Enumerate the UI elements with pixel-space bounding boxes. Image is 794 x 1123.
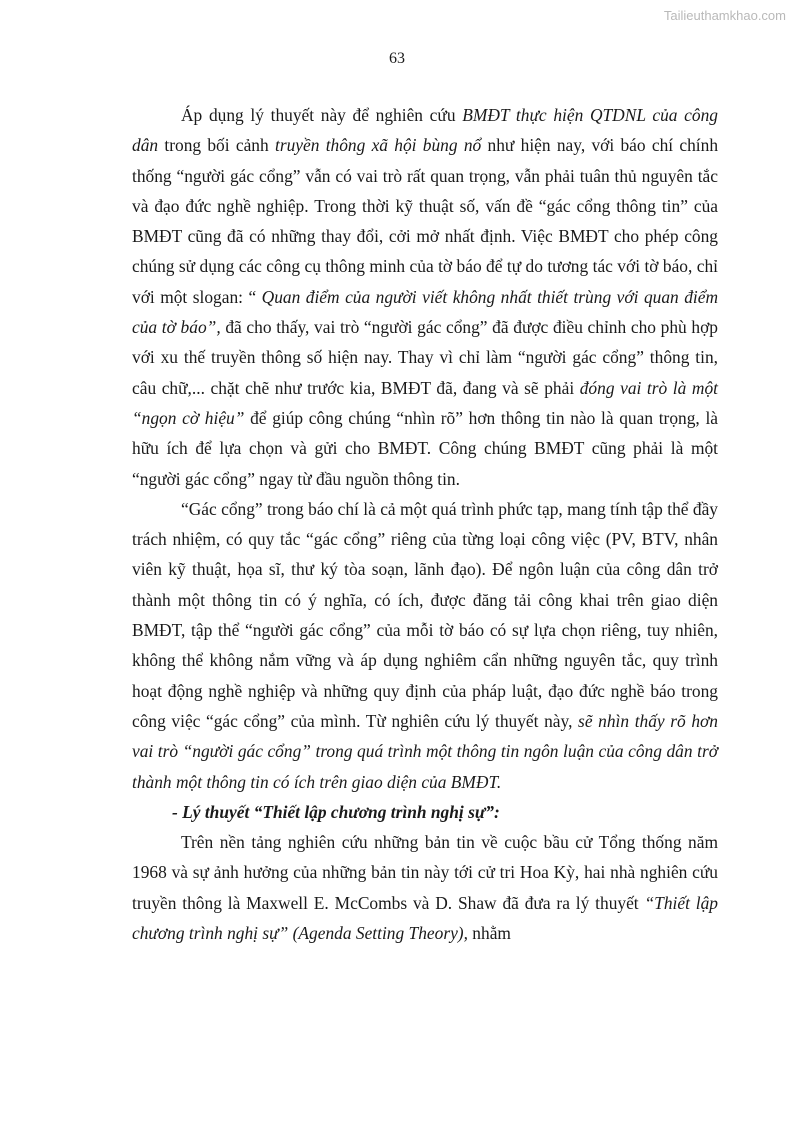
paragraph-agenda-setting-intro	[132, 827, 718, 948]
text-run: truyền thông xã hội bùng nổ	[274, 135, 482, 156]
document-body	[132, 100, 718, 948]
text-run: đóng vai trò là một “ngọn cờ hiệu”	[132, 377, 718, 428]
text-run: Áp dụng lý thuyết này để nghiên cứu	[181, 105, 463, 125]
text-run: “Gác cổng” trong báo chí là cả một quá trình phức tạp, mang tính tập thể đầy trách nhiệm, có quy tắc “gác cổng” riêng của từng loại công việc (PV, BTV, nhân viên kỹ thuật, họa sĩ, thư ký tòa soạn, lãnh đạo). Để ngôn luận của công dân trở thành một thông tin có ý nghĩa, có ích, được đăng tải công khai trên giao diện BMĐT, tập thể “người gác cổng” của mỗi tờ báo có sự lựa chọn riêng, tuy nhiên, không thể không nắm vững và áp dụng nghiêm cẩn những nguyên tắc, quy trình hoạt động nghề nghiệp và những quy định của pháp luật, đạo đức nghề báo trong công việc “gác cổng” của mình. Từ nghiên cứu lý thuyết này,	[132, 498, 718, 731]
text-run: sẽ nhìn thấy rõ hơn vai trò “người gác cổng” trong quá trình một thông tin ngôn luận của công dân trở thành một thông tin có ích trên giao diện của BMĐT.	[132, 710, 719, 792]
watermark: Tailieuthamkhao.com	[663, 8, 786, 23]
paragraph-gatekeeping-application	[132, 100, 718, 494]
text-run: trong bối cảnh	[158, 135, 275, 156]
text-run: Quan điểm của người viết không nhất thiết trùng với quan điểm của tờ báo”,	[132, 286, 719, 338]
text-run: như hiện nay, với báo chí chính thống “người gác cổng” vẫn có vai trò rất quan trọng, vẫn phải tuân thủ nguyên tắc và đạo đức nghề nghiệp. Trong thời kỹ thuật số, vấn đề “gác cổng thông tin” của BMĐT cũng đã có những thay đổi, cởi mở nhất định. Việc BMĐT cho phép công chúng sử dụng các công cụ thông minh của tờ báo để tự do tương tác với tờ báo, chỉ với một slogan: “	[132, 135, 719, 307]
text-run: BMĐT thực hiện QTDNL của công dân	[132, 105, 718, 156]
section-heading-agenda-setting: - Lý thuyết “Thiết lập chương trình nghị sự”:	[172, 801, 500, 822]
text-run: để giúp công chúng “nhìn rõ” hơn thông tin nào là quan trọng, là hữu ích để lựa chọn và gửi cho BMĐT. Công chúng BMĐT cũng phải là một “người gác cổng” ngay từ đầu nguồn thông tin.	[132, 407, 718, 489]
paragraph-gatekeeping-process	[132, 494, 718, 797]
text-run: Trên nền tảng nghiên cứu những bản tin về cuộc bầu cử Tổng thống năm 1968 và sự ảnh hưởng của những bản tin này tới cử tri Hoa Kỳ, hai nhà nghiên cứu truyền thông là Maxwell E. McCombs và D. Shaw đã đưa ra lý thuyết	[132, 832, 718, 913]
text-run: “Thiết lập chương trình nghị sự” (Agenda Setting Theory),	[132, 892, 718, 944]
page-number: 63	[389, 50, 405, 67]
text-run: nhằm	[467, 923, 511, 944]
text-run: đã cho thấy, vai trò “người gác cổng” đã được điều chỉnh cho phù hợp với xu thế truyền thông số hiện nay. Thay vì chỉ làm “người gác cổng” thông tin, câu chữ,... chặt chẽ như trước kia, BMĐT đã, đang và sẽ phải	[132, 317, 718, 398]
